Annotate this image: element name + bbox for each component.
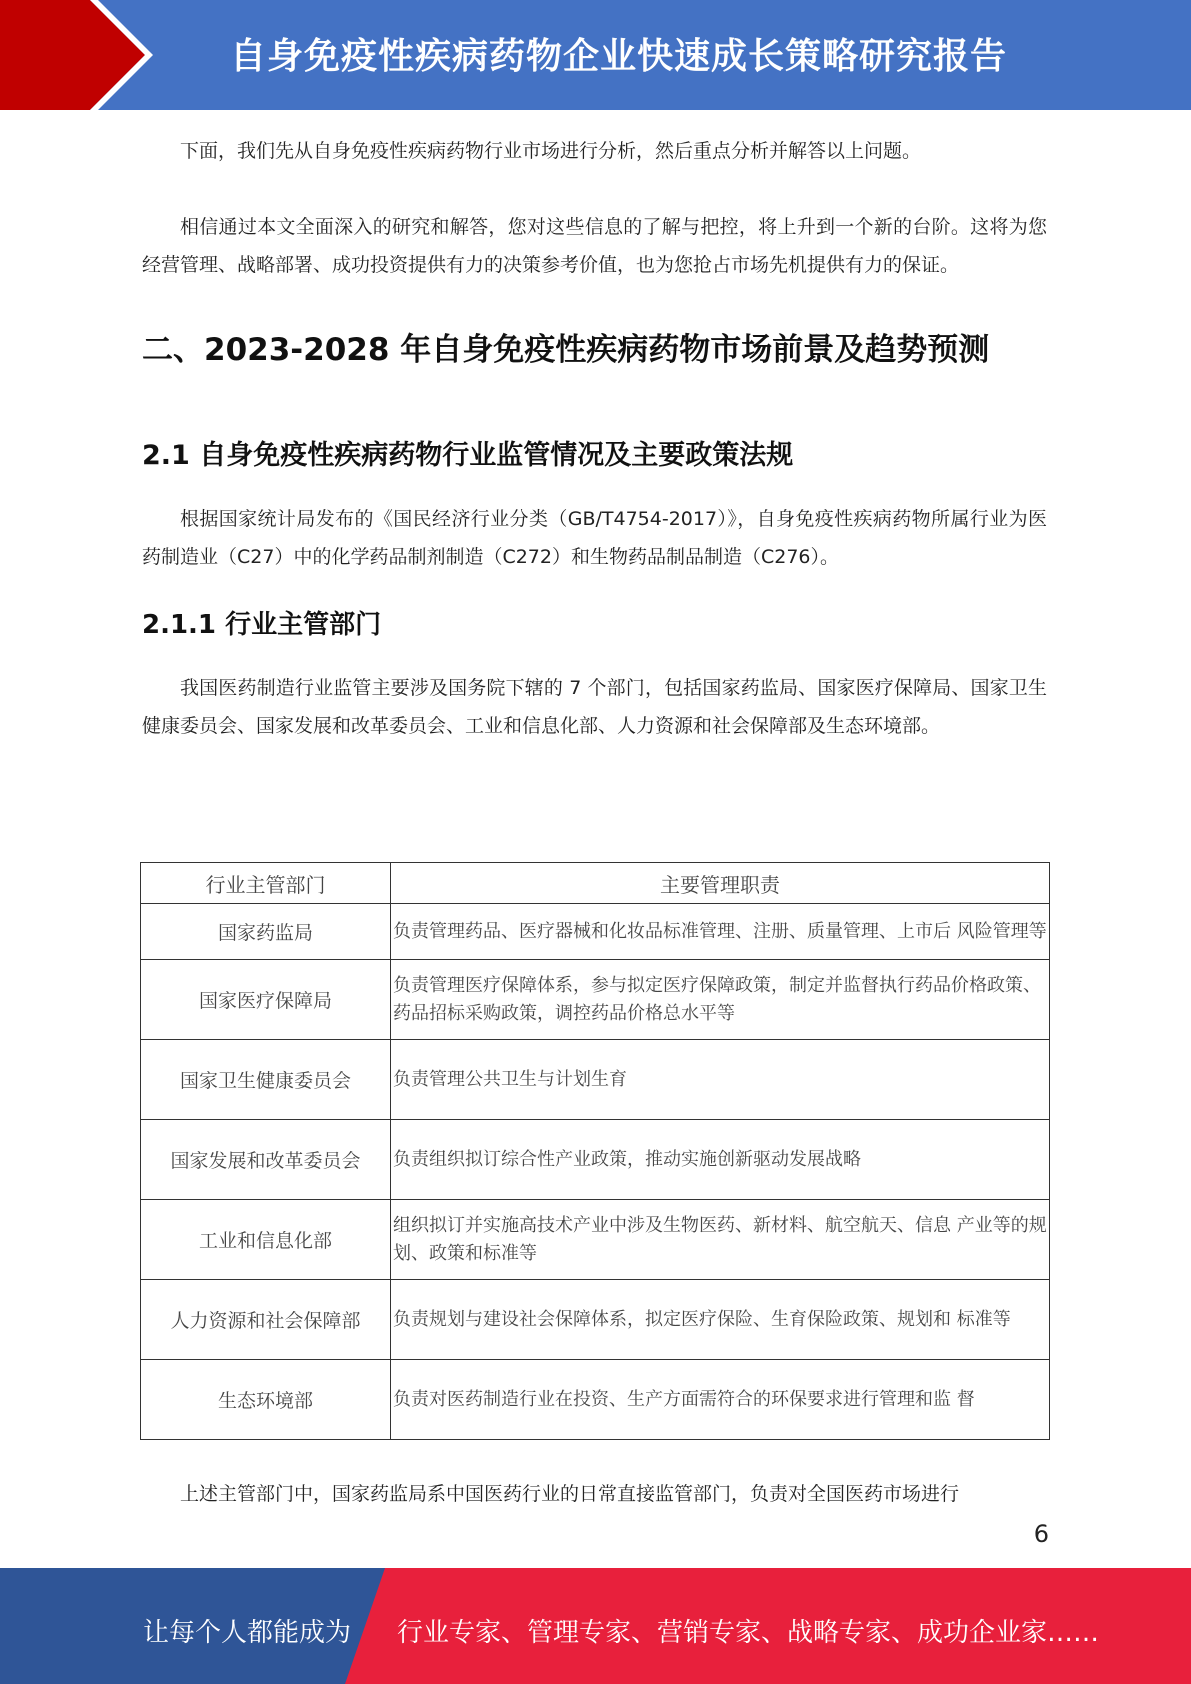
duty-cell: 组织拟订并实施高技术产业中涉及生物医药、新材料、航空航天、信息 产业等的规划、政策和标准等 [391, 1200, 1050, 1280]
supervision-paragraph: 上述主管部门中，国家药监局系中国医药行业的日常直接监管部门，负责对全国医药市场进行 [180, 1483, 960, 1505]
footer-slogan-right: 行业专家、管理专家、营销专家、战略专家、成功企业家…… [397, 1618, 1100, 1648]
departments-paragraph: 我国医药制造行业监管主要涉及国务院下辖的 7 个部门，包括国家药监局、国家医疗保障局、国家卫生健康委员会、国家发展和改革委员会、工业和信息化部、人力资源和社会保障部及生态环境部。 [142, 677, 1047, 737]
duty-cell: 负责管理医疗保障体系，参与拟定医疗保障政策，制定并监督执行药品价格政策、药品招标采购政策，调控药品价格总水平等 [391, 960, 1050, 1040]
table-row [141, 1280, 1050, 1360]
department-cell: 生态环境部 [141, 1360, 391, 1440]
table-row [141, 960, 1050, 1040]
value-paragraph: 相信通过本文全面深入的研究和解答，您对这些信息的了解与把控，将上升到一个新的台阶。这将为您经营管理、战略部署、成功投资提供有力的决策参考价值，也为您抢占市场先机提供有力的保证。 [142, 216, 1047, 276]
duty-cell: 负责规划与建设社会保障体系，拟定医疗保险、生育保险政策、规划和 标准等 [391, 1280, 1050, 1360]
footer-slogan-left: 让每个人都能成为 [143, 1618, 352, 1648]
section-heading: 二、2023-2028 年自身免疫性疾病药物市场前景及趋势预测 [142, 332, 990, 368]
page-footer [0, 1568, 1191, 1684]
table-row [141, 904, 1050, 960]
duty-cell: 负责管理药品、医疗器械和化妆品标准管理、注册、质量管理、上市后 风险管理等 [391, 904, 1050, 960]
column-header-department: 行业主管部门 [141, 863, 391, 904]
page-header [0, 0, 1191, 110]
department-cell: 工业和信息化部 [141, 1200, 391, 1280]
table-header-row [141, 863, 1050, 904]
subsection-heading: 2.1 自身免疫性疾病药物行业监管情况及主要政策法规 [142, 440, 794, 471]
table-row [141, 1200, 1050, 1280]
column-header-duties: 主要管理职责 [391, 863, 1050, 904]
table-row [141, 1120, 1050, 1200]
duty-cell: 负责对医药制造行业在投资、生产方面需符合的环保要求进行管理和监 督 [391, 1360, 1050, 1440]
subsubsection-heading: 2.1.1 行业主管部门 [142, 610, 382, 640]
main-content [142, 132, 1047, 745]
department-cell: 国家发展和改革委员会 [141, 1120, 391, 1200]
department-cell: 国家医疗保障局 [141, 960, 391, 1040]
department-cell: 人力资源和社会保障部 [141, 1280, 391, 1360]
report-title: 自身免疫性疾病药物企业快速成长策略研究报告 [230, 36, 1008, 77]
table-row [141, 1360, 1050, 1440]
duty-cell: 负责组织拟订综合性产业政策，推动实施创新驱动发展战略 [391, 1120, 1050, 1200]
classification-paragraph: 根据国家统计局发布的《国民经济行业分类（GB/T4754-2017）》，自身免疫性疾病药物所属行业为医药制造业（C27）中的化学药品制剂制造（C272）和生物药品制品制造（C276）。 [142, 508, 1047, 568]
regulatory-departments-table [140, 862, 1050, 1440]
page-number: 6 [1033, 1520, 1049, 1548]
intro-paragraph: 下面，我们先从自身免疫性疾病药物行业市场进行分析，然后重点分析并解答以上问题。 [180, 140, 922, 162]
department-cell: 国家卫生健康委员会 [141, 1040, 391, 1120]
table-row [141, 1040, 1050, 1120]
duty-cell: 负责管理公共卫生与计划生育 [391, 1040, 1050, 1120]
department-cell: 国家药监局 [141, 904, 391, 960]
